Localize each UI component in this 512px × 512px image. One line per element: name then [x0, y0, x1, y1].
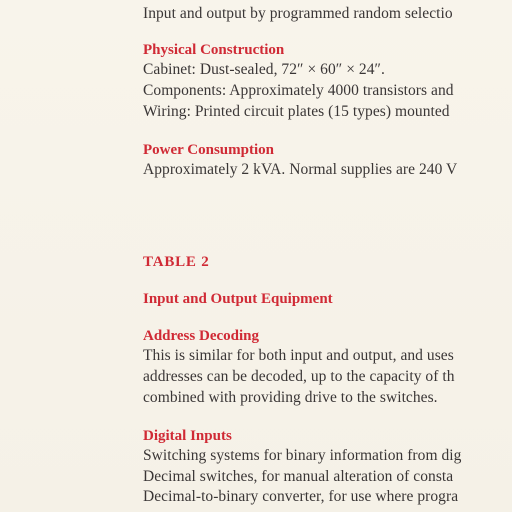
- body-text-line: This is similar for both input and output, and uses: [143, 347, 454, 364]
- section-heading-physical-construction: Physical Construction: [143, 42, 285, 58]
- table-title: Input and Output Equipment: [143, 291, 333, 307]
- section-heading-address-decoding: Address Decoding: [143, 328, 259, 344]
- body-text-line: Cabinet: Dust-sealed, 72″ × 60″ × 24″.: [143, 61, 385, 78]
- table-label: TABLE 2: [143, 254, 210, 270]
- body-text-line: combined with providing drive to the switches.: [143, 389, 438, 406]
- body-text-line: Decimal-to-binary converter, for use where progra: [143, 488, 459, 505]
- section-heading-digital-inputs: Digital Inputs: [143, 428, 232, 444]
- body-text-line: Switching systems for binary information from dig: [143, 447, 462, 464]
- section-heading-power-consumption: Power Consumption: [143, 142, 274, 158]
- body-text-line: Components: Approximately 4000 transistors and: [143, 82, 454, 99]
- body-text-line: Input and output by programmed random selectio: [143, 5, 453, 22]
- body-text-line: addresses can be decoded, up to the capacity of th: [143, 368, 455, 385]
- body-text-line: Decimal switches, for manual alteration of consta: [143, 468, 454, 485]
- body-text-line: Wiring: Printed circuit plates (15 types) mounted: [143, 103, 450, 120]
- body-text-line: Approximately 2 kVA. Normal supplies are 240 V: [143, 161, 458, 178]
